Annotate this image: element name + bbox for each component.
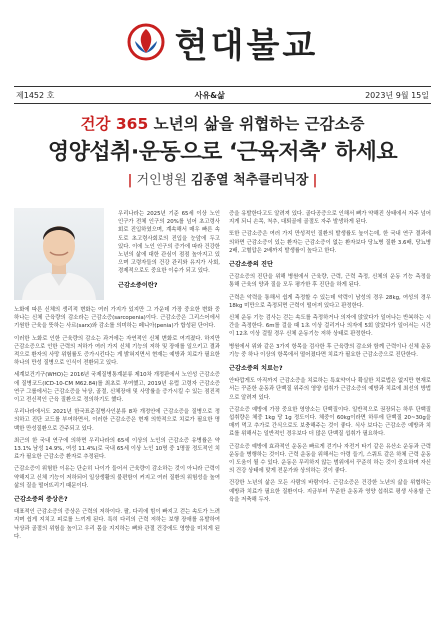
lotus-logo-icon <box>127 23 165 61</box>
masthead <box>0 0 445 84</box>
paragraph: 또한 근감소증은 여러 가지 만성적인 질환의 발생률도 높이는데, 한 국내 연구 결과에 의하면 근감소증이 있는 환자는 근감소증이 없는 환자보다 당뇨병 질환 3.6배, 당뇨병 2배, 고혈압은 2배까지 발생률이 높다고 한다. <box>229 231 431 254</box>
paragraph: 노화에 따른 신체의 생리적 변화는 여러 가지가 있지만 그 가운데 가장 중요한 변화 중 하나는 신체 근육량의 감소라는 근감소증(sarcopenia)이다. 근감소증은 그리스어에서 기원한 근육을 뜻하는 사르(sarx)와 감소를 의미하는 페니아(penia)가 합성된 단어다. <box>14 307 220 330</box>
paragraph: 우리나라는 2025년 기준 65세 이상 노인 인구가 전체 인구의 20%를 넘어 초고령사회로 진입하였으며, 계속해서 매우 빠른 속도로 초고령사회로의 진입을 눈앞에 두고 있다. 이에 노인 인구의 증가에 따라 건강한 노년의 삶에 대한 관심이 점점 높아지고 있으며 고령자들의 건강 관리와 유지가 사회, 경제적으로도 중요한 이슈가 되고 있다. <box>118 211 220 275</box>
byline-hospital: 거인병원 <box>136 173 187 188</box>
column-2 <box>229 210 431 508</box>
kicker-text: 노년의 삶을 위협하는 근감소증 <box>153 115 365 133</box>
author-photo <box>14 208 104 300</box>
kicker-365: 365 <box>115 115 149 133</box>
kicker-health: 건강 <box>80 115 111 133</box>
headline-block <box>0 114 445 190</box>
paragraph: 이러한 노화로 인한 근육량의 감소는 과거에는 자연적인 신체 변화로 여겨졌다. 하지만 근감소증으로 인한 근력의 저하가 여러 가지 신체 기능의 저하 및 장애를 일으키고 결과적으로 환자의 사망 위험률도 증가시킨다는 게 밝혀지면서 현재는 예방과 치료가 필요한 하나의 만성 질병으로 인식이 전환되고 있다. <box>14 335 220 367</box>
paragraph: 근감소증 예방에 가장 중요한 영양소는 단백질이다. 일반적으로 권장되는 하루 단백질 섭취량은 체중 1kg 당 1g 정도이다. 체중이 60kg이라면 하루에 단백질 20~30g을 매끼 먹고 추가로 간식으로도 보충해주는 것이 좋다. 식사 보다는 근감소증 예방과 치료를 위해서는 일반적인 경우보다 더 많은 단백질 섭취가 필요하다. <box>229 406 431 438</box>
column-1-top <box>118 210 220 294</box>
paragraph: 세계보건기구(WHO)는 2016년 국제질병통계분류 제10차 개정판에서 노인성 근감소증에 질병코드(ICD-10-CM M62.84)를 최초로 부여했고, 2019년 유럽 고령자 근감소증 연구 그룹에서는 근감소증을 낙상, 골절, 신체장애 및 사망률을 증가시킬 수 있는 점진적이고 전신적인 근육 질환으로 정의하기도 했다. <box>14 372 220 404</box>
paragraph: 대표적인 근감소증의 증상은 근력의 저하이다. 팔, 다리에 힘이 빠지고 걷는 속도가 느려지며 쉽게 지치고 피로를 느끼게 된다. 특히 다리의 근력 저하는 보행 장애를 유발하여 낙상과 골절의 위험을 높이고 우리 몸을 지지하는 뼈와 관절 건강에도 영향을 미치게 된다. <box>14 509 220 540</box>
paragraph: 근감소증의 진단을 위해 병원에서 근육량, 근력, 근력 측정, 신체의 운동 기능 측정을 통해 근육의 양과 질을 모두 평가한 후 진단을 하게 된다. <box>229 274 431 289</box>
paragraph: 근력은 악력을 통해서 쉽게 측정할 수 있는데 악력이 남성의 경우 28kg, 여성의 경우 18kg 미만으로 측정되면 근력이 떨어져 있다고 판정한다. <box>229 294 431 309</box>
section-name: 사유&삶 <box>194 90 225 100</box>
headline-kicker <box>0 114 445 134</box>
subheading: 근감소증의 증상은? <box>14 496 68 504</box>
masthead-title: 현대불교 <box>174 25 319 66</box>
paragraph: 건강한 노년의 삶은 모든 사람의 바람이다. 근감소증은 건강한 노년의 삶을 위협하는 예방과 치료가 필요한 질환이다. 지금부터 꾸준한 운동과 영양 섭취로 평생 사용할 근육을 저축해 두자. <box>229 480 431 503</box>
paragraph: 병원에서 위와 같은 3가지 항목을 검사한 후 근육량의 감소와 함께 근력이나 신체 운동기능 중 하나 이상의 항목에서 떨어졌다면 치료가 필요한 근감소증으로 진단한다. <box>229 343 431 358</box>
paragraph: 근감소증 예방에 효과적인 운동은 빠르게 걷기나 자전거 타기 같은 유산소 운동과 근력 운동을 병행하는 것이다. 근력 운동을 위해서는 아령 들기, 스쿼트 같은 하체 근력 운동이 도움이 될 수 있다. 운동은 무리하지 않는 범위에서 꾸준히 하는 것이 중요하며 자신의 건강 상태에 맞게 전문가와 상의하는 것이 좋다. <box>229 443 431 475</box>
issue-number: 제1452 호 <box>16 90 55 100</box>
byline-author: 김종열 척추클리닉장 <box>190 173 309 188</box>
subheading: 근감소증의 치료는? <box>229 365 283 373</box>
paragraph: 안타깝게도 아직까지 근감소증을 치료하는 특효약이나 확실한 치료법은 없지만 현재로서는 꾸준한 운동과 단백질 위주의 영양 섭취가 근감소증의 예방과 치료에 최선의 방법으로 알려져 있다. <box>229 378 431 401</box>
byline: | 거인병원 김종열 척추클리닉장 | <box>127 173 318 188</box>
subheading: 근감소증의 진단 <box>229 261 273 269</box>
column-1-bottom <box>14 306 220 545</box>
paragraph: 근감소증이 위험한 이유는 단순히 나이가 들어서 근육량이 감소하는 것이 아니라 근력이 약해지고 신체 기능이 저하되어 일상생활의 불편함이 커지고 여러 질환의 위험성을 높여 삶의 질을 떨어뜨리기 때문이다. <box>14 466 220 489</box>
issue-info-bar <box>14 86 431 104</box>
paragraph: 최근의 한 국내 연구에 의하면 우리나라의 65세 이상의 노인의 근감소증 유병률은 약 13.1% 남성 14.9%, 여성 11.4%)로 국내 65세 이상 노인 10명 중 1명꼴 정도적인 치료가 필요한 근감소증 환자로 추정된다. <box>14 437 220 461</box>
paragraph: 신체 운동 기능 검사는 걷는 속도를 측정하거나 의자에 앉았다가 일어나는 반복하는 시간을 측정한다. 6m를 걸을 때 1초 이상 걸리거나 의자에 5회 앉았다가 일어서는 시간이 12초 이상 걸릴 경우 신체 운동기능 저하 상태로 판정한다. <box>229 315 431 338</box>
headline-main: 영양섭취·운동으로 ‘근육저축’ 하세요 <box>47 140 398 165</box>
subheading: 근감소증이란? <box>118 281 158 289</box>
issue-date: 2023년 9월 15일 <box>365 90 429 100</box>
paragraph: 증을 유발한다고도 알려져 있다. 골다공증으로 인해서 뼈가 약해진 상태에서 자주 넘어지게 되니 손목, 척추, 대퇴골에 골절도 자주 발생하게 된다. <box>229 211 431 226</box>
paragraph: 우리나라에서도 2021년 한국표준질병사인분류 8차 개정안에 근감소증을 질병으로 정의하고 진단 코드를 부여하면서, 이러한 근감소증은 현재 의학적으로 치료가 필요한 명백한 만성질환으로 간주되고 있다. <box>14 409 220 432</box>
